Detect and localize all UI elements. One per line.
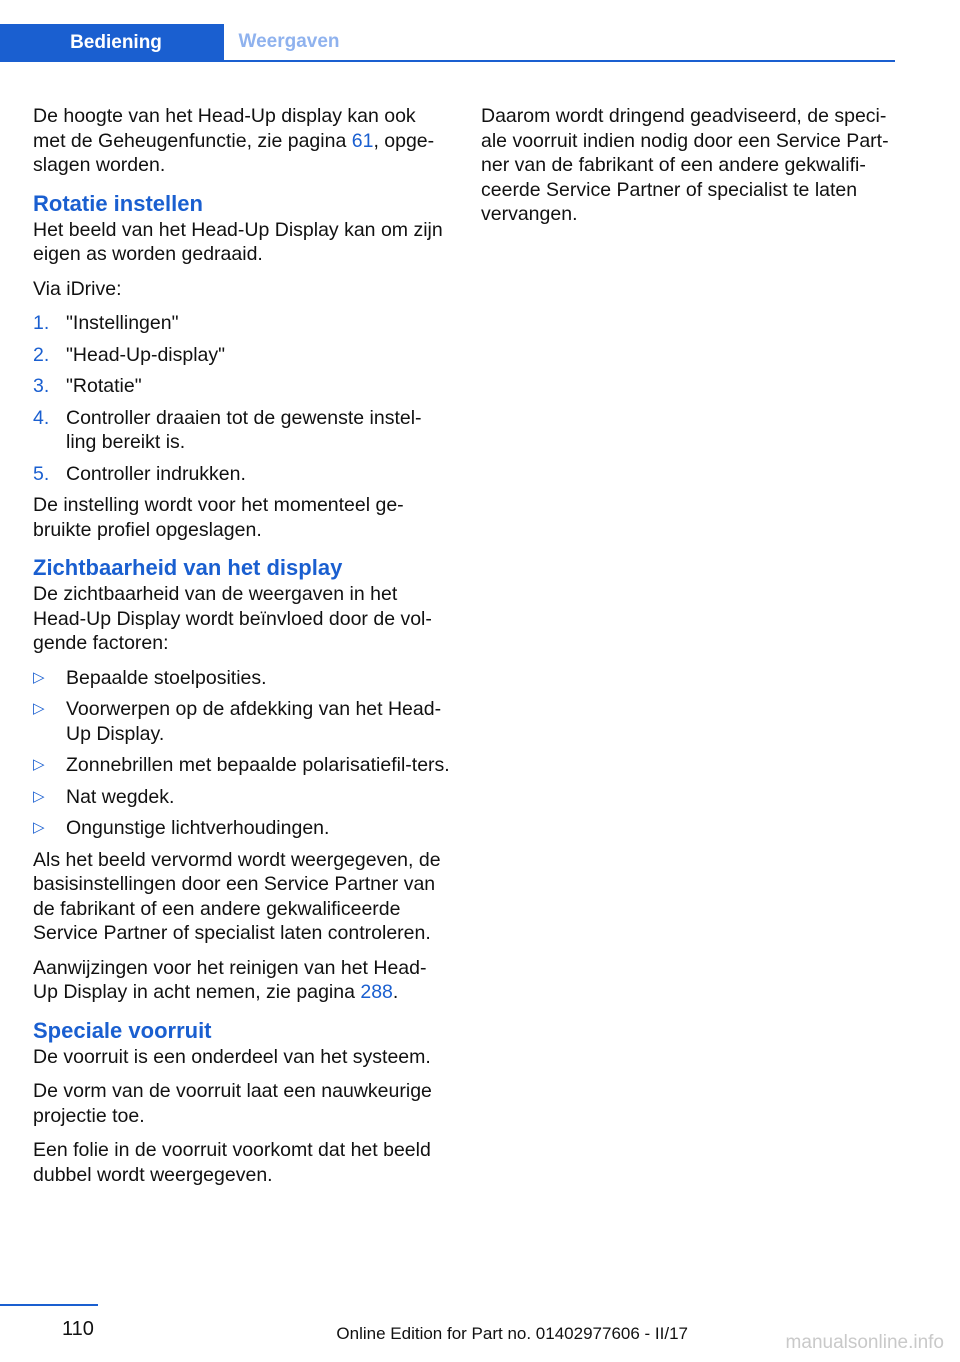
tab-underline xyxy=(0,60,895,62)
triangle-bullet-icon: ▷ xyxy=(33,668,45,686)
list-item: ▷ Ongunstige lichtverhoudingen. xyxy=(33,817,330,839)
paragraph-reinigen: Aanwijzingen voor het reinigen van het Head-Up Display in acht nemen, zie pagina 288. xyxy=(33,956,427,1003)
page-link-288[interactable]: 288 xyxy=(360,981,393,1003)
list-item: 1. "Instellingen" xyxy=(33,312,179,334)
watermark: manualsonline.info xyxy=(785,1332,944,1353)
triangle-bullet-icon: ▷ xyxy=(33,787,45,805)
list-item: 5. Controller indrukken. xyxy=(33,462,246,485)
page-number: 110 xyxy=(62,1318,94,1340)
triangle-bullet-icon: ▷ xyxy=(33,700,45,717)
chapter-tab-bar xyxy=(0,24,895,62)
list-item: 4. Controller draaien tot de gewenste instel‐ling bereikt is. xyxy=(33,406,422,453)
paragraph-profiel: De instelling wordt voor het momenteel ge‐bruikte profiel opgeslagen. xyxy=(33,494,404,541)
left-column xyxy=(33,104,451,1197)
tab-weergaven[interactable]: Weergaven xyxy=(238,31,340,52)
heading-voorruit: Speciale voorruit xyxy=(33,1017,212,1043)
paragraph-advies: Daarom wordt dringend geadviseerd, de speci‐ale voorruit indien nodig door een Service Part‐ner van de fabrikant of een andere gekwalifi‐ceerde Service Partner of specialist te laten vervangen. xyxy=(481,105,889,225)
paragraph-rotatie: Het beeld van het Head-Up Display kan om zijn eigen as worden gedraaid. xyxy=(33,218,443,265)
heading-rotatie: Rotatie instellen xyxy=(33,190,203,216)
steps-list xyxy=(33,311,451,486)
paragraph-zichtbaarheid: De zichtbaarheid van de weergaven in het Head-Up Display wordt beïnvloed door de vol‐gende factoren: xyxy=(33,583,432,654)
paragraph-voorruit-systeem: De voorruit is een onderdeel van het systeem. xyxy=(33,1045,431,1068)
list-item: 3. "Rotatie" xyxy=(33,375,142,397)
list-item: ▷ Zonnebrillen met bepaalde polarisatiefil‐ters. xyxy=(33,754,450,776)
paragraph-voorruit-vorm: De vorm van de voorruit laat een nauwkeurige projectie toe. xyxy=(33,1080,432,1127)
paragraph-vervormd: Als het beeld vervormd wordt weergegeven, de basisinstellingen door een Service Partner van de fabrikant of een andere gekwalificeerde Service Partner of specialist laten controleren. xyxy=(33,848,441,944)
footer-rule xyxy=(0,1304,98,1306)
list-item: 2. "Head-Up-display" xyxy=(33,343,226,366)
list-item: ▷ Bepaalde stoelposities. xyxy=(33,666,267,689)
list-item: ▷ Nat wegdek. xyxy=(33,785,175,808)
edition-note: Online Edition for Part no. 01402977606 - II/17 xyxy=(336,1324,688,1343)
heading-zichtbaarheid: Zichtbaarheid van het display xyxy=(33,555,343,580)
factors-list xyxy=(33,666,451,841)
paragraph-via-idrive: Via iDrive: xyxy=(33,277,122,300)
paragraph-geheugen: De hoogte van het Head-Up display kan ook met de Geheugenfunctie, zie pagina 61, opge‐slagen worden. xyxy=(33,105,435,176)
page-link-61[interactable]: 61 xyxy=(351,129,374,152)
triangle-bullet-icon: ▷ xyxy=(33,756,45,773)
list-item: ▷ Voorwerpen op de afdekking van het Head-Up Display. xyxy=(33,698,442,745)
paragraph-voorruit-folie: Een folie in de voorruit voorkomt dat het beeld dubbel wordt weergegeven. xyxy=(33,1139,431,1186)
right-column xyxy=(481,104,901,237)
tab-bediening[interactable]: Bediening xyxy=(0,24,224,62)
triangle-bullet-icon: ▷ xyxy=(33,819,45,836)
